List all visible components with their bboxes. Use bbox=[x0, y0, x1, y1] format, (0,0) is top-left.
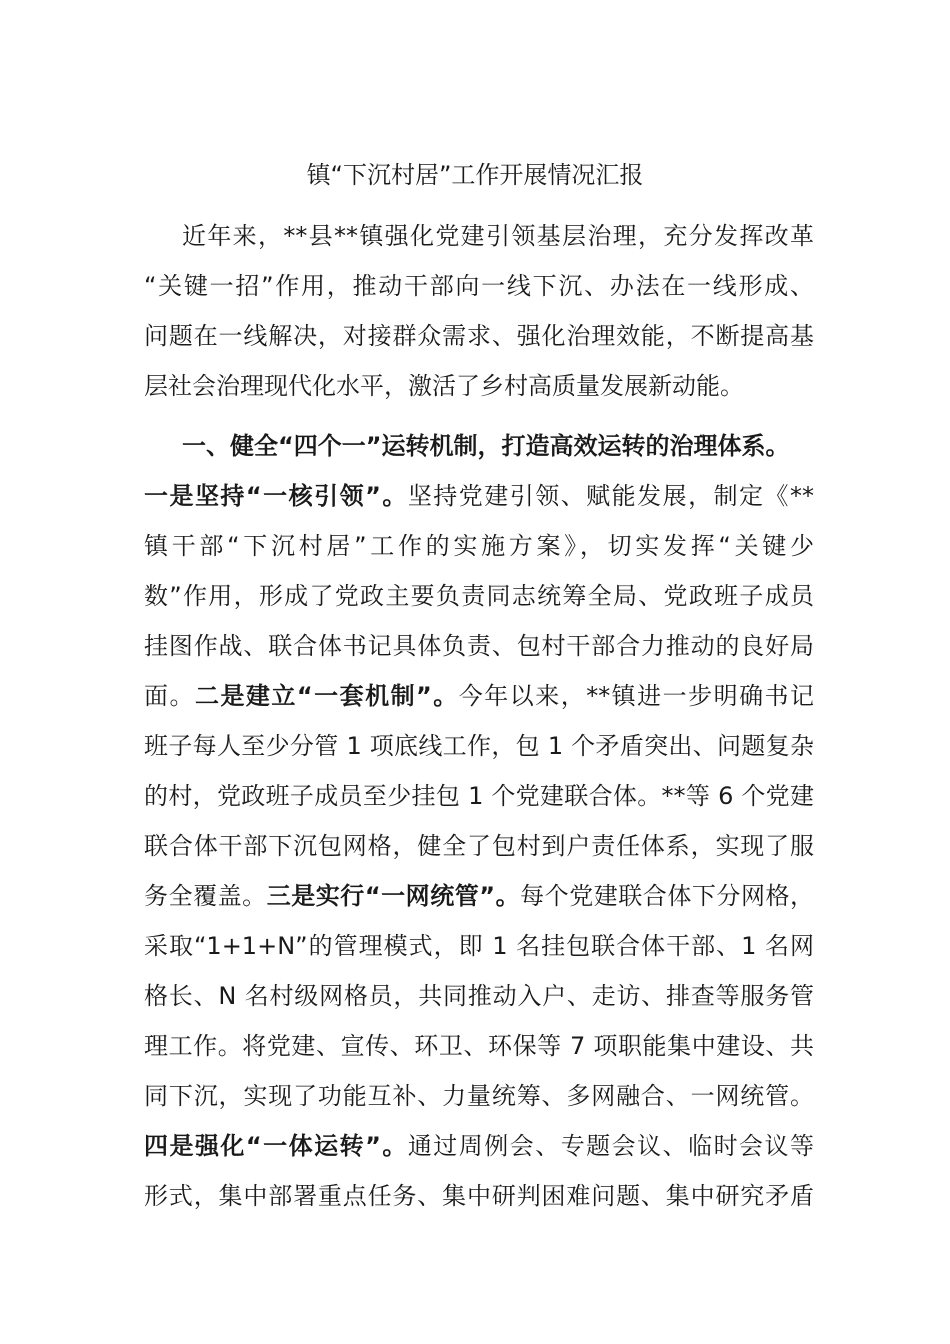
text-segment: 的村，党政班子成员至少挂包 1 个党建联合体。**等 6 个党建 bbox=[144, 782, 814, 810]
text-line bbox=[144, 976, 814, 1016]
text-line bbox=[144, 776, 814, 816]
text-segment: 格长、N 名村级网格员，共同推动入户、走访、排查等服务管 bbox=[144, 982, 814, 1010]
text-segment: 坚持党建引领、赋能发展，制定《** bbox=[407, 482, 815, 510]
text-line bbox=[144, 426, 814, 466]
text-segment: 挂图作战、联合体书记具体负责、包村干部合力推动的良好局 bbox=[144, 632, 814, 660]
text-line bbox=[144, 1026, 814, 1066]
document-title: 镇“下沉村居”工作开展情况汇报 bbox=[306, 161, 644, 189]
text-segment: 班子每人至少分管 1 项底线工作，包 1 个矛盾突出、问题复杂 bbox=[144, 732, 814, 760]
text-line bbox=[144, 1076, 814, 1116]
text-segment: 形式，集中部署重点任务、集中研判困难问题、集中研究矛盾 bbox=[144, 1182, 814, 1210]
bold-text: 三是实行“一网统管”。 bbox=[266, 882, 521, 910]
text-line bbox=[144, 216, 814, 256]
text-segment: 采取“1+1+N”的管理模式，即 1 名挂包联合体干部、1 名网 bbox=[144, 932, 814, 960]
text-segment: 今年以来，**镇进一步明确书记 bbox=[458, 682, 815, 710]
text-segment: 通过周例会、专题会议、临时会议等 bbox=[407, 1132, 815, 1160]
text-segment: 镇干部“下沉村居”工作的实施方案》，切实发挥“关键少 bbox=[144, 532, 814, 560]
text-line bbox=[144, 476, 814, 516]
text-segment: 联合体干部下沉包网格，健全了包村到户责任体系，实现了服 bbox=[144, 832, 814, 860]
text-line bbox=[144, 316, 814, 356]
bold-text: 四是强化“一体运转”。 bbox=[144, 1132, 408, 1160]
bold-text: 一、健全“四个一”运转机制，打造高效运转的治理体系。 bbox=[182, 432, 790, 460]
text-segment: 每个党建联合体下分网格， bbox=[520, 882, 815, 910]
text-line bbox=[144, 876, 814, 916]
text-segment: 近年来，**县**镇强化党建引领基层治理，充分发挥改革 bbox=[182, 222, 814, 250]
text-line bbox=[144, 626, 814, 666]
text-segment: 理工作。将党建、宣传、环卫、环保等 7 项职能集中建设、共 bbox=[144, 1032, 814, 1060]
text-line bbox=[144, 676, 814, 716]
text-segment: 务全覆盖。 bbox=[144, 882, 267, 910]
text-line bbox=[144, 726, 814, 766]
bold-text: 二是建立“一套机制”。 bbox=[194, 682, 459, 710]
text-line bbox=[144, 366, 814, 406]
bold-text: 一是坚持“一核引领”。 bbox=[144, 482, 408, 510]
text-segment: 数”作用，形成了党政主要负责同志统筹全局、党政班子成员 bbox=[144, 582, 814, 610]
text-segment: 同下沉，实现了功能互补、力量统筹、多网融合、一网统管。 bbox=[144, 1082, 814, 1110]
text-line bbox=[144, 1126, 814, 1166]
text-line bbox=[144, 576, 814, 616]
text-line bbox=[144, 926, 814, 966]
text-segment: 层社会治理现代化水平，激活了乡村高质量发展新动能。 bbox=[144, 372, 744, 400]
text-line bbox=[144, 1176, 814, 1216]
text-line bbox=[144, 266, 814, 306]
text-segment: 面。 bbox=[144, 682, 195, 710]
text-line bbox=[144, 826, 814, 866]
text-line bbox=[144, 526, 814, 566]
text-segment: 问题在一线解决，对接群众需求、强化治理效能，不断提高基 bbox=[144, 322, 814, 350]
text-segment: “关键一招”作用，推动干部向一线下沉、办法在一线形成、 bbox=[144, 272, 814, 300]
